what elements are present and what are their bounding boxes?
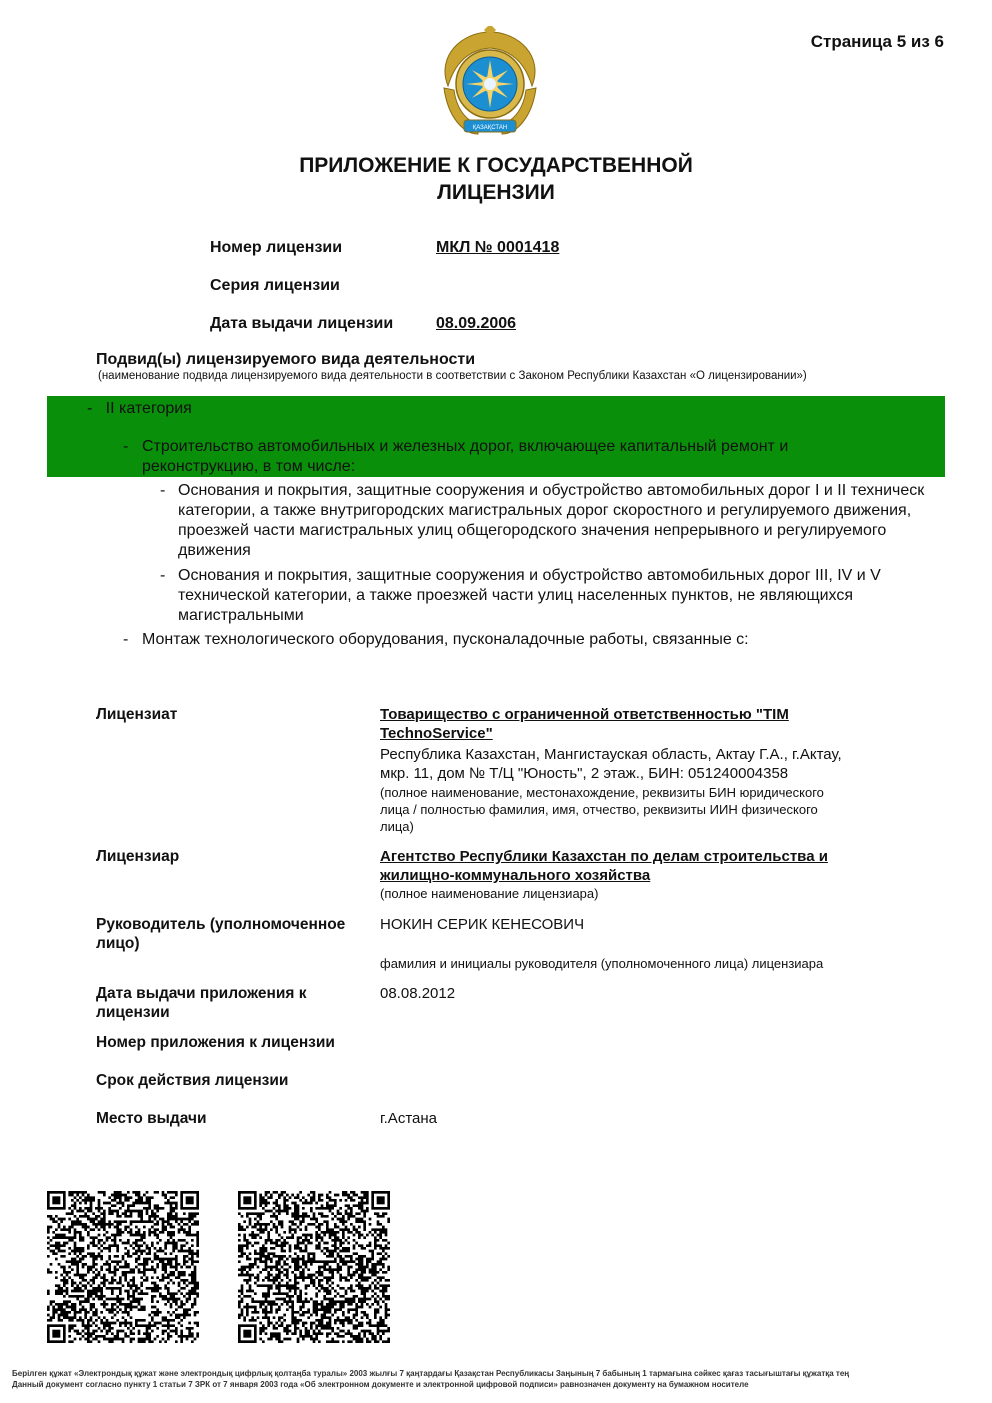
subtypes-heading: Подвид(ы) лицензируемого вида деятельности — [96, 351, 476, 368]
sub1-line-2: категории, а также внутригородских магистральных дорог скоростного и регулируемого движения, — [178, 502, 912, 519]
sub1-line-1: Основания и покрытия, защитные сооружения и обустройство автомобильных дорог I и II техническ — [178, 482, 925, 499]
licensee-address-line-2: мкр. 11, дом № Т/Ц "Юность", 2 этаж., БИН: 051240004358 — [380, 765, 789, 782]
head-label-line-1: Руководитель (уполномоченное — [96, 916, 346, 933]
license-number-label: Номер лицензии — [210, 239, 343, 256]
licensor-name-line-1: Агентство Республики Казахстан по делам строительства и — [380, 848, 828, 865]
list-dash: - — [160, 567, 166, 584]
document-title — [0, 152, 992, 206]
footer-line-ru: Данный документ согласно пункту 1 статьи 7 ЗРК от 7 января 2003 года «Об электронном документе и электронной цифровой подписи» равнозначен документу на бумажном носителе — [12, 1380, 749, 1389]
head-label — [96, 915, 345, 953]
validity-label: Срок действия лицензии — [96, 1072, 289, 1089]
state-emblem-icon — [434, 26, 546, 140]
appendix-date-label — [96, 984, 307, 1022]
licensor-name-line-2: жилищно-коммунального хозяйства — [380, 867, 651, 884]
licensor-name — [380, 847, 828, 885]
licensee-name — [380, 705, 789, 743]
licensee-label: Лицензиат — [96, 706, 178, 723]
item1-line-2: реконструкцию, в том числе: — [142, 458, 356, 475]
list-item-equipment: Монтаж технологического оборудования, пусконаладочные работы, связанные с: — [142, 631, 749, 648]
head-name: НОКИН СЕРИК КЕНЕСОВИЧ — [380, 916, 585, 933]
list-item-foundations-1 — [178, 481, 992, 561]
page-number: Страница 5 из 6 — [810, 32, 944, 51]
category-text: II категория — [105, 400, 192, 417]
licensee-address-line-1: Республика Казахстан, Мангистауская область, Актау Г.А., г.Актау, — [380, 746, 842, 763]
sub2-line-1: Основания и покрытия, защитные сооружения и обустройство автомобильных дорог III, IV и V — [178, 567, 881, 584]
list-dash: - — [123, 438, 129, 455]
title-line-2: ЛИЦЕНЗИИ — [437, 181, 555, 204]
list-item-category: - II категория — [87, 400, 192, 417]
qr-code-icon — [47, 1191, 199, 1343]
list-item-foundations-2 — [178, 566, 881, 626]
appendix-date-label-line-2: лицензии — [96, 1004, 170, 1021]
licensee-name-line-1: Товарищество с ограниченной ответственностью "TIM — [380, 706, 789, 723]
footer-line-kz: Берілген құжат «Электрондық құжат және электрондық цифрлық қолтаңба туралы» 2003 жылғы 7 қаңтардағы Қазақстан Республикасы Заңының 7 бабының 1 тармағына сәйкес қағаз тасығыштағы құжатқа тең — [12, 1369, 850, 1378]
sub1-line-4: движения — [178, 542, 251, 559]
licensee-name-line-2: TechnoService" — [380, 725, 493, 742]
license-date-label: Дата выдачи лицензии — [210, 315, 394, 332]
appendix-date-label-line-1: Дата выдачи приложения к — [96, 985, 307, 1002]
license-number-value: МКЛ № 0001418 — [436, 239, 560, 256]
list-item-road-construction — [142, 437, 788, 477]
sub2-line-3: магистральными — [178, 607, 304, 624]
license-date-value: 08.09.2006 — [436, 315, 517, 332]
appendix-date-value: 08.08.2012 — [380, 985, 456, 1002]
licensee-note-line-2: лица / полностью фамилия, имя, отчество, реквизиты ИИН физического — [380, 802, 818, 817]
sub1-line-3: проезжей части магистральных улиц общегородского значения непрерывного и регулируемого — [178, 522, 887, 539]
svg-text:ҚАЗАҚСТАН: ҚАЗАҚСТАН — [472, 125, 508, 131]
head-note: фамилия и инициалы руководителя (уполномоченного лица) лицензиара — [380, 956, 824, 971]
sub2-line-2: технической категории, а также проезжей части улиц населенных пунктов, не являющихся — [178, 587, 854, 604]
head-label-line-2: лицо) — [96, 935, 140, 952]
appendix-number-label: Номер приложения к лицензии — [96, 1034, 335, 1051]
place-value: г.Астана — [380, 1110, 437, 1127]
footer-legal-note — [12, 1368, 849, 1390]
item1-line-1: Строительство автомобильных и железных дорог, включающее капитальный ремонт и — [142, 438, 789, 455]
subtypes-note: (наименование подвида лицензируемого вида деятельности в соответствии с Законом Республики Казахстан «О лицензировании») — [98, 370, 807, 382]
licensor-note: (полное наименование лицензиара) — [380, 886, 599, 901]
licensee-address — [380, 745, 842, 783]
list-dash: - — [160, 482, 166, 499]
licensee-note-line-3: лица) — [380, 819, 414, 834]
license-series-label: Серия лицензии — [210, 277, 340, 294]
licensor-label: Лицензиар — [96, 848, 180, 865]
place-label: Место выдачи — [96, 1110, 207, 1127]
list-dash: - — [123, 631, 129, 648]
licensee-note-line-1: (полное наименование, местонахождение, реквизиты БИН юридического — [380, 785, 824, 800]
licensee-note — [380, 784, 824, 835]
title-line-1: ПРИЛОЖЕНИЕ К ГОСУДАРСТВЕННОЙ — [299, 154, 693, 177]
qr-code-icon — [238, 1191, 390, 1343]
